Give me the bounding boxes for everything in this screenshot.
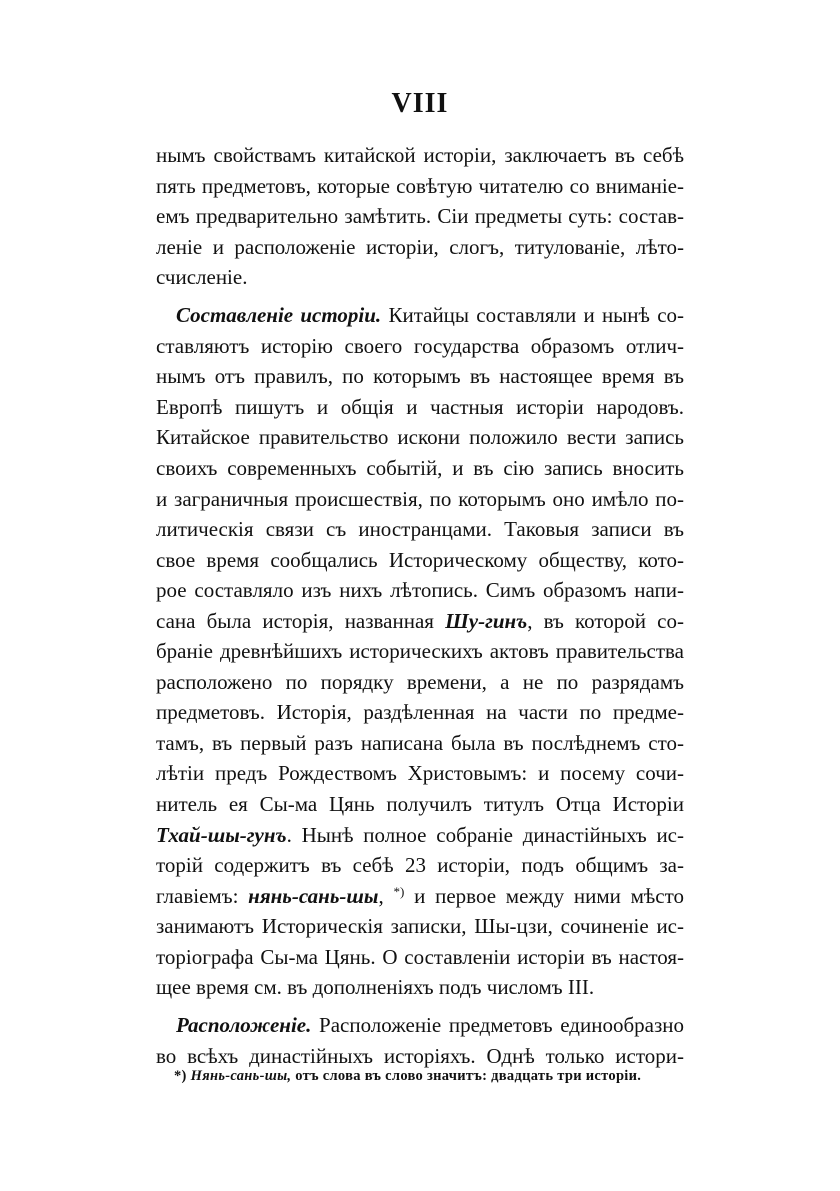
emphasized-term: Тхай-шы-гунъ (156, 822, 287, 847)
text-line (156, 364, 684, 390)
line-text: леніе и расположеніе исторіи, слогъ, титулованіе, лѣто- (156, 234, 684, 259)
line-text: нымъ свойствамъ китайской исторіи, заключаетъ въ себѣ (156, 143, 684, 167)
line-text: нитель ея Сы-ма Цянь получилъ титулъ Отца Исторіи (156, 792, 684, 816)
line-text: предметовъ. Исторія, раздѣленная на части по предме- (156, 700, 684, 725)
line-text: занимаютъ Историческія записки, Шы-цзи, сочиненіе ис- (156, 914, 684, 939)
line-text: и первое между ними мѣсто (404, 883, 685, 908)
text-line (156, 425, 684, 451)
text-line (156, 975, 684, 1001)
footnote-term: Нянь-сань-шы, (190, 1068, 292, 1084)
emphasized-term: Шу-гинъ (445, 608, 528, 633)
text-line (156, 395, 684, 421)
text-line (156, 853, 684, 879)
text-line (156, 700, 684, 726)
text-line (176, 1013, 684, 1039)
text-line (156, 265, 684, 291)
line-text: расположено по порядку времени, а не по разрядамъ (156, 669, 684, 694)
text-line (156, 609, 684, 635)
emphasized-term: нянь-сань-шы (248, 883, 379, 908)
line-text: главіемъ: (156, 883, 249, 908)
line-text: ставляютъ исторію своего государства образомъ отлич- (156, 333, 684, 358)
line-text: лѣтіи предъ Рождествомъ Христовымъ: и посему сочи- (156, 761, 684, 786)
line-text: Расположеніе предметовъ единообразно (311, 1013, 684, 1038)
line-text: торіографа Сы-ма Цянь. О составленіи исторіи въ настоя- (156, 944, 684, 969)
line-text: и заграничныя происшествія, по которымъ оно имѣло по- (156, 486, 684, 511)
text-line (176, 303, 684, 329)
text-line (156, 731, 684, 757)
footnote-ref: *) (393, 883, 405, 899)
line-text: рое составляло изъ нихъ лѣтопись. Симъ образомъ напи- (156, 578, 684, 603)
text-line (156, 792, 684, 818)
text-line (156, 914, 684, 940)
line-text: во всѣхъ династійныхъ исторіяхъ. Однѣ только истори- (156, 1043, 684, 1068)
text-line (156, 143, 684, 169)
footnote-marker: *) (174, 1068, 187, 1084)
line-text: щее время см. въ дополненіяхъ подъ числомъ III. (156, 975, 595, 1000)
text-line (156, 761, 684, 787)
text-line (156, 823, 684, 849)
line-text: браніе древнѣйшихъ историческихъ актовъ правительства (156, 639, 684, 664)
line-text: . Нынѣ полное собраніе династійныхъ ис- (286, 822, 684, 847)
text-line (156, 578, 684, 604)
line-text: торій содержитъ въ себѣ 23 исторіи, подъ общимъ за- (156, 853, 684, 878)
text-line (156, 1044, 684, 1070)
footnote (174, 1068, 684, 1085)
line-text: своихъ современныхъ событій, и въ сію запись вносить (156, 455, 684, 480)
text-line (156, 334, 684, 360)
text-line (156, 670, 684, 696)
text-line (156, 639, 684, 665)
section-heading: Расположеніе. (176, 1013, 312, 1038)
text-line (156, 487, 684, 513)
line-text: пять предметовъ, которые совѣтую читателю со вниманіе- (156, 173, 684, 198)
line-text: счисленіе. (156, 265, 248, 290)
text-line (156, 884, 684, 910)
line-text: Китайцы составляли и нынѣ со- (381, 303, 685, 328)
text-line (156, 517, 684, 543)
page-number: VIII (391, 88, 449, 119)
section-heading: Составленіе исторіи. (176, 303, 382, 328)
line-text: сана была исторія, названная (156, 608, 446, 633)
text-line (156, 204, 684, 230)
line-text: литическія связи съ иностранцами. Таковыя записи въ (156, 517, 684, 542)
line-text: Китайское правительство искони положило вести запись (156, 425, 684, 450)
line-text: емъ предварительно замѣтить. Сіи предметы суть: состав- (156, 204, 684, 229)
line-text: , (378, 883, 394, 908)
text-line (156, 174, 684, 200)
text-line (156, 945, 684, 971)
text-line (156, 548, 684, 574)
line-text: свое время сообщались Историческому обществу, кото- (156, 547, 684, 572)
line-text: нымъ отъ правилъ, по которымъ въ настоящее время въ (156, 364, 684, 389)
text-line (156, 235, 684, 261)
footnote-text: отъ слова въ слово значитъ: двадцать три исторіи. (291, 1068, 642, 1084)
line-text: тамъ, въ первый разъ написана была въ послѣднемъ сто- (156, 730, 684, 755)
text-line (156, 456, 684, 482)
line-text: Европѣ пишутъ и общія и частныя исторіи народовъ. (156, 394, 684, 419)
line-text: , въ которой со- (527, 608, 684, 633)
